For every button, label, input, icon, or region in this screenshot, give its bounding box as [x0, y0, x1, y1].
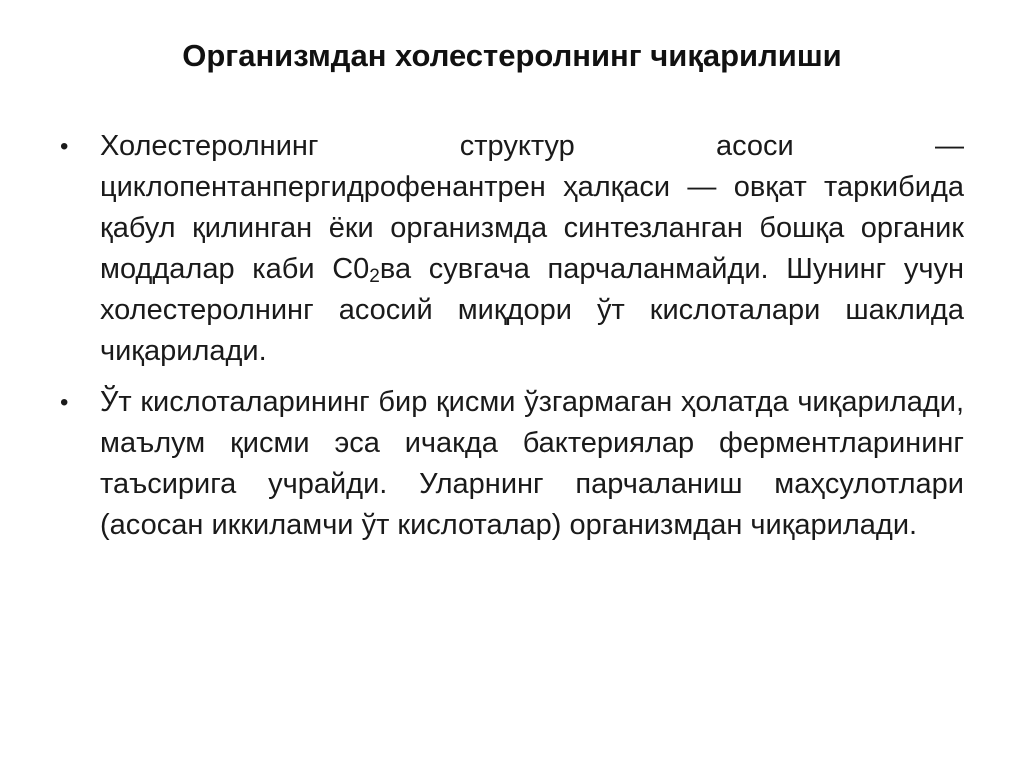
bullet-item-bile-acids	[60, 382, 964, 546]
slide-title: Организмдан холестеролнинг чиқарилиши	[182, 38, 842, 73]
bullet-text-part-1: Холестеролнинг структур асоси — циклопентанпергидрофенантрен ҳалқаси — овқат таркибида қабул қилинган ёки организмда синтезланган бошқа органик моддалар каби С0	[100, 130, 964, 285]
bullet-item-structure	[60, 126, 964, 372]
subscript-two: 2	[369, 266, 380, 287]
bullet-dot-icon: •	[60, 133, 69, 160]
bullet-text: Ўт кислоталарининг бир қисми ўзгармаган ҳолатда чиқарилади, маълум қисми эса ичакда бактериялар ферментларининг таъсирига учрайди. Уларнинг парчаланиш маҳсулотлари (асосан иккиламчи ўт кислоталар) организмдан чиқарилади.	[100, 386, 964, 541]
bullet-list	[60, 126, 964, 556]
bullet-dot-icon: •	[60, 389, 69, 416]
bullet-text-part-2: ва сувгача парчаланмайди. Шунинг учун холестеролнинг асосий миқдори ўт кислоталари шаклида чиқарилади.	[100, 253, 964, 367]
